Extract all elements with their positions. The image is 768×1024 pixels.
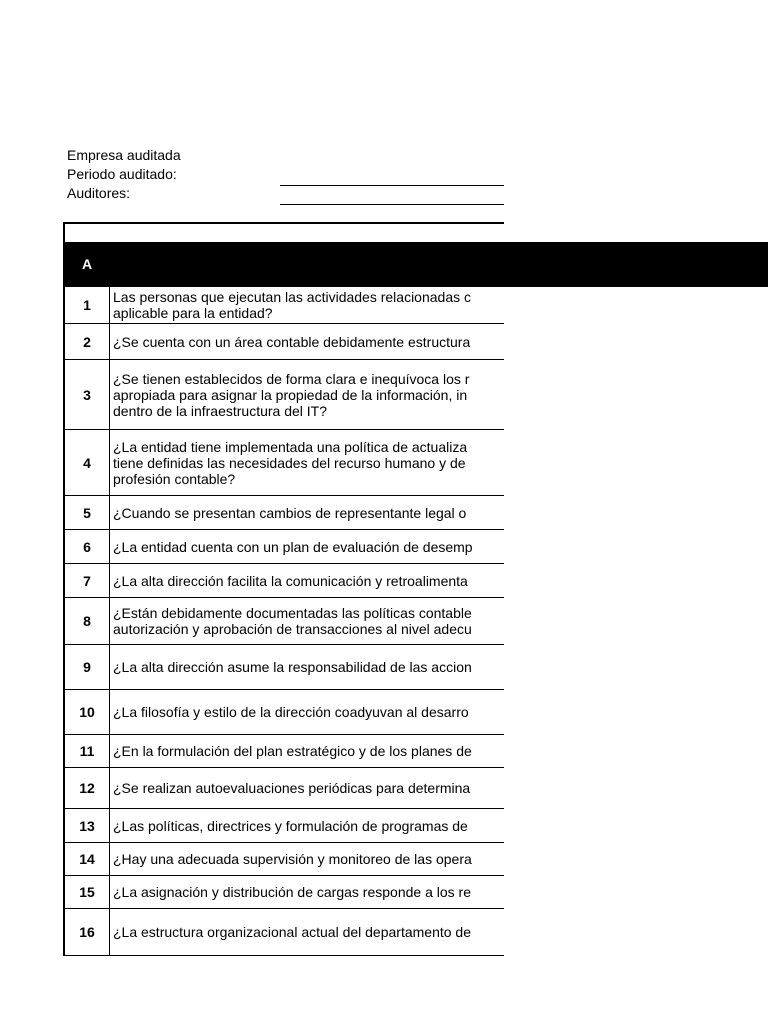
row-number: 3 [65, 360, 110, 429]
question-text: ¿La alta dirección facilita la comunicación y retroalimenta [113, 572, 468, 589]
row-number: 4 [65, 430, 110, 495]
row-number: 10 [65, 690, 110, 734]
row-number: 15 [65, 876, 110, 908]
section-header-bar [63, 242, 768, 287]
table-row [63, 430, 504, 496]
table-row [63, 690, 504, 735]
table-row [63, 909, 504, 956]
question-text: ¿Las políticas, directrices y formulación de programas de [113, 817, 468, 834]
question-text: ¿Cuando se presentan cambios de representante legal o [113, 504, 467, 521]
table-row [63, 324, 504, 360]
table-row [63, 530, 504, 564]
table-row [63, 645, 504, 690]
row-number: 7 [65, 564, 110, 597]
table-top-border [63, 222, 504, 224]
table-row [63, 496, 504, 530]
row-number: 12 [65, 768, 110, 808]
question-text: ¿Están debidamente documentadas las políticas contable autorización y aprobación de transacciones al nivel adecu [113, 605, 472, 637]
row-number: 1 [65, 287, 110, 323]
table-row [63, 843, 504, 876]
auditores-underline [280, 204, 504, 205]
question-text: ¿La entidad cuenta con un plan de evaluación de desemp [113, 538, 473, 555]
question-text: ¿Se tienen establecidos de forma clara e inequívoca los r apropiada para asignar la propiedad de la información, in dentro de la infraestructura del IT? [113, 370, 470, 419]
question-text: Las personas que ejecutan las actividades relacionadas c aplicable para la entidad? [113, 289, 472, 321]
row-number: 11 [65, 735, 110, 767]
periodo-underline [280, 185, 504, 186]
row-number: 5 [65, 496, 110, 529]
auditores-label: Auditores: [67, 185, 131, 201]
question-text: ¿La filosofía y estilo de la dirección coadyuvan al desarro [113, 704, 469, 720]
table-row [63, 809, 504, 843]
section-letter: A [82, 256, 93, 272]
question-text: ¿La entidad tiene implementada una política de actualiza tiene definidas las necesidades del recurso humano y de profesión contable? [113, 438, 468, 487]
checklist-table [63, 222, 768, 956]
periodo-label: Periodo auditado: [67, 166, 177, 182]
table-row [63, 564, 504, 598]
row-number: 6 [65, 530, 110, 563]
row-number: 9 [65, 645, 110, 689]
question-text: ¿La asignación y distribución de cargas responde a los re [113, 884, 471, 900]
question-text: ¿En la formulación del plan estratégico y de los planes de [113, 743, 472, 759]
question-text: ¿Se cuenta con un área contable debidamente estructura [113, 333, 471, 350]
row-number: 13 [65, 809, 110, 842]
row-number: 8 [65, 598, 110, 644]
row-number: 16 [65, 909, 110, 955]
table-row [63, 735, 504, 768]
question-text: ¿La estructura organizacional actual del departamento de [113, 924, 471, 940]
table-row [63, 876, 504, 909]
table-row [63, 768, 504, 809]
row-number: 2 [65, 324, 110, 359]
table-row [63, 598, 504, 645]
question-text: ¿Hay una adecuada supervisión y monitoreo de las opera [113, 851, 472, 867]
empresa-label: Empresa auditada [67, 147, 181, 163]
row-number: 14 [65, 843, 110, 875]
audit-header [67, 146, 181, 203]
question-text: ¿La alta dirección asume la responsabilidad de las accion [113, 659, 472, 675]
table-row [63, 360, 504, 430]
question-text: ¿Se realizan autoevaluaciones periódicas para determina [113, 780, 471, 796]
table-row [63, 287, 504, 324]
